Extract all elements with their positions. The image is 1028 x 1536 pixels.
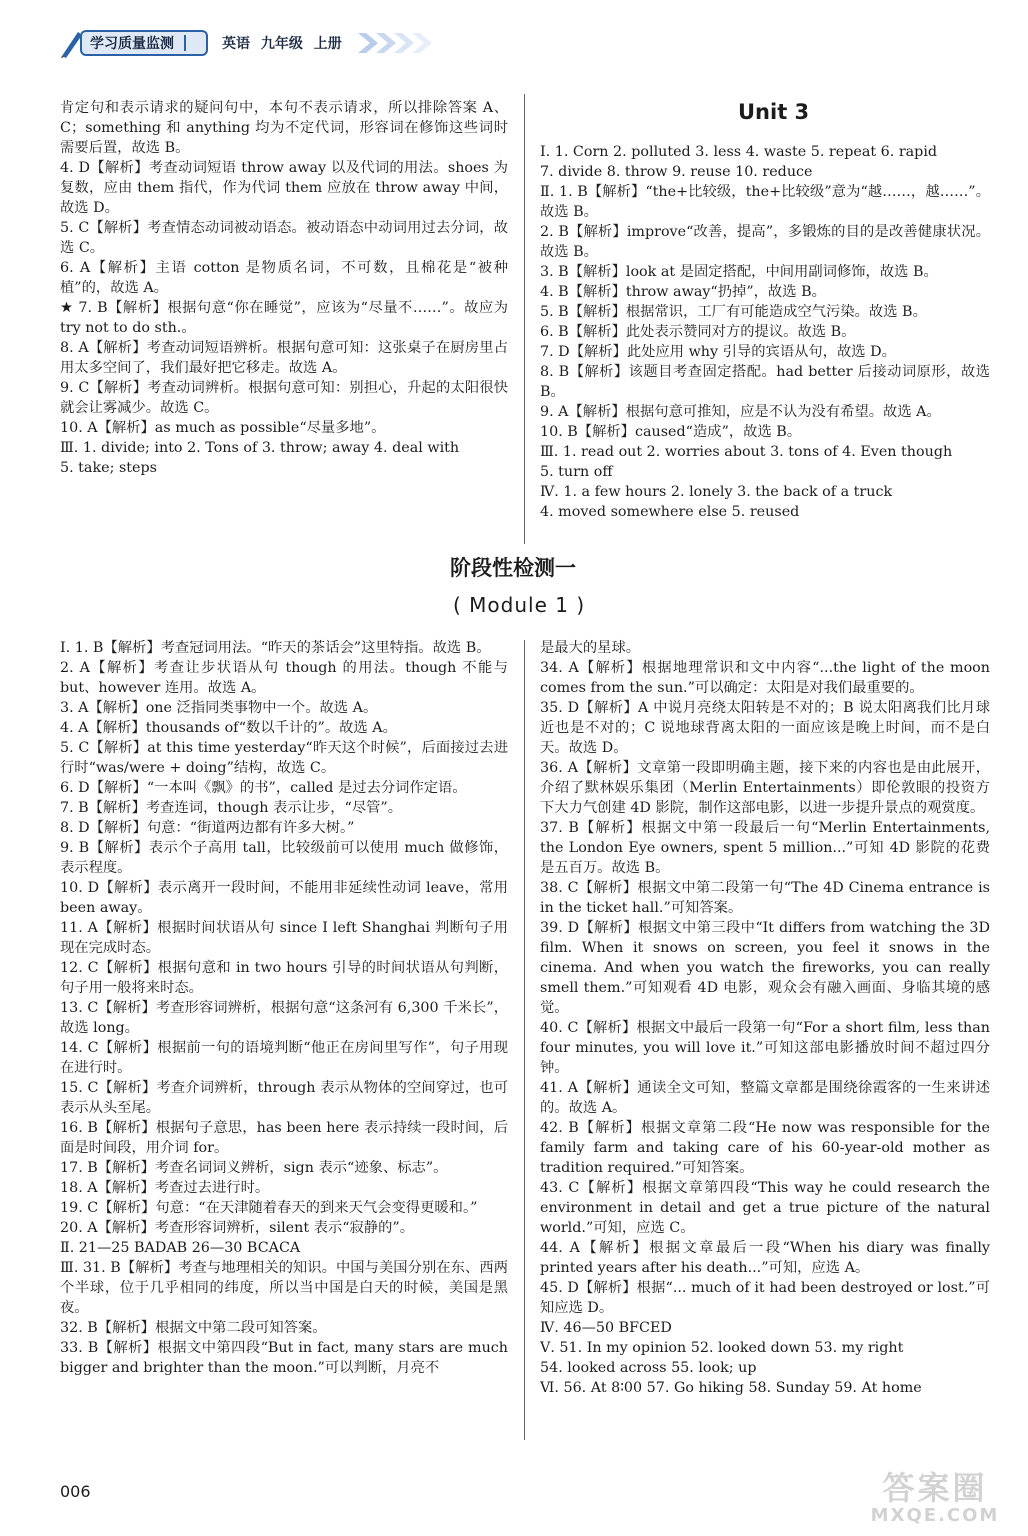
answer-item: 10. A【解析】as much as possible“尽量多地”。	[60, 420, 386, 436]
answer-item: 是最大的星球。	[540, 640, 641, 656]
answer-item: Ⅵ. 56. At 8∶00 57. Go hiking 58. Sunday 59. At home	[540, 1380, 922, 1396]
answer-item: 11. A【解析】根据时间状语从句 since I left Shanghai 判断句子用现在完成时态。	[60, 920, 508, 956]
answer-item: 44. A【解析】根据文章最后一段“When his diary was finally printed years after his death...”可知，应选 A。	[540, 1240, 990, 1276]
answer-item: 4. B【解析】throw away“扔掉”，故选 B。	[540, 284, 826, 300]
answer-item: 39. D【解析】根据文中第三段中“It differs from watching the 3D film. When it snows on screen, you feel it snows in the cinema. And when you watch the fireworks, you can really smell them.”可知观看 4D 电影，观众会有融入画面、身临其境的感觉。	[540, 920, 990, 1016]
answer-item: 4. moved somewhere else 5. reused	[540, 504, 800, 520]
bottom-right-column	[540, 638, 990, 1398]
answer-item: 6. B【解析】此处表示赞同对方的提议。故选 B。	[540, 324, 856, 340]
answer-item: 18. A【解析】考查过去进行时。	[60, 1180, 270, 1196]
answer-item: 5. take; steps	[60, 460, 157, 476]
answer-item: Ⅲ. 1. divide; into 2. Tons of 3. throw; away 4. deal with	[60, 440, 460, 456]
answer-item: 54. looked across 55. look; up	[540, 1360, 757, 1376]
answer-item: 38. C【解析】根据文中第二段第一句“The 4D Cinema entrance is in the ticket hall.”可知答案。	[540, 880, 990, 916]
answer-item: 34. A【解析】根据地理常识和文中内容“...the light of the moon comes from the sun.”可以确定：太阳是对我们最重要的。	[540, 660, 990, 696]
answer-item: Ⅴ. 51. In my opinion 52. looked down 53. my right	[540, 1340, 904, 1356]
answer-item: 8. D【解析】句意：“街道两边都有许多大树。”	[60, 820, 355, 836]
answer-item: 10. D【解析】表示离开一段时间，不能用非延续性动词 leave，常用 been away。	[60, 880, 508, 916]
answer-item: 4. D【解析】考查动词短语 throw away 以及代词的用法。shoes 为复数，应由 them 指代，作为代词 them 应放在 throw away 中间，故选 D。	[60, 160, 508, 216]
answer-item: 19. C【解析】句意：“在天津随着春天的到来天气会变得更暖和。”	[60, 1200, 478, 1216]
answer-item: 42. B【解析】根据文章第二段“He now was responsible for the family farm and taking care of his 60-year-old mother as tradition required.”可知答案。	[540, 1120, 990, 1176]
book-header	[58, 26, 438, 60]
answer-item: 17. B【解析】考查名词词义辨析，sign 表示“迹象、标志”。	[60, 1160, 448, 1176]
answer-item: 35. D【解析】A 中说月亮绕太阳转是不对的；B 说太阳离我们比月球近也是不对的；C 说地球背离太阳的一面应该是晚上时间，而不是白天。故选 D。	[540, 700, 990, 756]
answer-item: 3. B【解析】look at 是固定搭配，中间用副词修饰，故选 B。	[540, 264, 938, 280]
answer-item: Ⅳ. 46—50 BFCED	[540, 1320, 672, 1336]
unit-title: Unit 3	[738, 100, 810, 124]
answer-item: 9. C【解析】考查动词辨析。根据句意可知：别担心，升起的太阳很快就会让雾减少。故选 C。	[60, 380, 508, 416]
column-divider-bottom	[524, 640, 525, 1440]
answer-item: 2. A【解析】考查让步状语从句 though 的用法。though 不能与 but、however 连用。故选 A。	[60, 660, 508, 696]
bottom-left-column	[60, 638, 508, 1378]
page-number: 006	[60, 1482, 91, 1501]
watermark-logo	[850, 1470, 1020, 1530]
answer-item: Ⅱ. 21—25 BADAB 26—30 BCACA	[60, 1240, 301, 1256]
answer-item: 7. divide 8. throw 9. reuse 10. reduce	[540, 164, 813, 180]
answer-item: 5. C【解析】考查情态动词被动语态。被动语态中动词用过去分词，故选 C。	[60, 220, 508, 256]
answer-item: 6. D【解析】“一本叫《飘》的书”，called 是过去分词作定语。	[60, 780, 467, 796]
answer-item: 7. D【解析】此处应用 why 引导的宾语从句，故选 D。	[540, 344, 896, 360]
section-title: 阶段性检测一	[450, 556, 576, 580]
answer-item: 37. B【解析】根据文中第一段最后一句“Merlin Entertainments, the London Eye owners, spent 5 million...”可知 4D 影院的花费是五百万。故选 B。	[540, 820, 990, 876]
answer-item: 9. B【解析】表示个子高用 tall，比较级前可以使用 much 做修饰，表示程度。	[60, 840, 508, 876]
answer-item: 10. B【解析】caused“造成”，故选 B。	[540, 424, 802, 440]
answer-item: 9. A【解析】根据句意可推知，应是不认为没有希望。故选 A。	[540, 404, 941, 420]
answer-item: 5. B【解析】根据常识，工厂有可能造成空气污染。故选 B。	[540, 304, 927, 320]
answer-item: Ⅰ. 1. Corn 2. polluted 3. less 4. waste 5. repeat 6. rapid	[540, 144, 938, 160]
answer-item: 14. C【解析】根据前一句的语境判断“他正在房间里写作”，句子用现在进行时。	[60, 1040, 508, 1076]
answer-item: Ⅲ. 31. B【解析】考查与地理相关的知识。中国与美国分别在东、西两个半球，位于几乎相同的纬度，所以当中国是白天的时候，美国是黑夜。	[60, 1260, 508, 1316]
answer-item: 8. A【解析】考查动词短语辨析。根据句意可知：这张桌子在厨房里占用太多空间了，我们最好把它移走。故选 A。	[60, 340, 508, 376]
answer-item: ★ 7. B【解析】根据句意“你在睡觉”，应该为“尽量不……”。故应为 try not to do sth.。	[60, 300, 508, 336]
column-divider-top	[524, 94, 525, 544]
answer-item: 6. A【解析】主语 cotton 是物质名词，不可数，且棉花是“被种植”的，故选 A。	[60, 260, 508, 296]
answer-item: 13. C【解析】考查形容词辨析，根据句意“这条河有 6,300 千米长”，故选 long。	[60, 1000, 508, 1036]
answer-item: 7. B【解析】考查连词，though 表示让步，“尽管”。	[60, 800, 403, 816]
answer-item: 2. B【解析】improve“改善，提高”，多锻炼的目的是改善健康状况。故选 B。	[540, 224, 990, 260]
answer-item: 5. C【解析】at this time yesterday“昨天这个时候”，后面接过去进行时“was/were + doing”结构，故选 C。	[60, 740, 508, 776]
unit3-column	[540, 142, 990, 522]
answer-item: Ⅰ. 1. B【解析】考查冠词用法。“昨天的茶话会”这里特指。故选 B。	[60, 640, 491, 656]
answer-item: Ⅱ. 1. B【解析】“the+比较级，the+比较级”意为“越……，越……”。故选 B。	[540, 184, 990, 220]
chevrons-icon	[356, 31, 438, 55]
answer-item: 40. C【解析】根据文中最后一段第一句“For a short film, less than four minutes, you will love it.”可知这部电影播放时间不超过四分钟。	[540, 1020, 990, 1076]
answer-item: 4. A【解析】thousands of“数以千计的”。故选 A。	[60, 720, 397, 736]
subject-info: 英语 九年级 上册	[222, 36, 342, 52]
answer-item: 33. B【解析】根据文中第四段“But in fact, many stars are much bigger and brighter than the moon.”可以判断，月亮不	[60, 1340, 508, 1376]
answer-item: Ⅲ. 1. read out 2. worries about 3. tons of 4. Even though	[540, 444, 953, 460]
watermark-title: 答案圈	[882, 1469, 988, 1507]
answer-item: 15. C【解析】考查介词辨析，through 表示从物体的空间穿过，也可表示从头至尾。	[60, 1080, 508, 1116]
section-subtitle: ( Module 1 )	[453, 593, 586, 617]
answer-item: 3. A【解析】one 泛指同类事物中一个。故选 A。	[60, 700, 378, 716]
answer-item: 45. D【解析】根据“... much of it had been destroyed or lost.”可知应选 D。	[540, 1280, 990, 1316]
answer-item: 41. A【解析】通读全文可知，整篇文章都是围绕徐霞客的一生来讲述的。故选 A。	[540, 1080, 990, 1116]
answer-item: 8. B【解析】该题目考查固定搭配。had better 后接动词原形，故选 B。	[540, 364, 990, 400]
book-title: 学习质量监测	[90, 36, 174, 52]
header-divider	[184, 35, 186, 51]
answer-item: 20. A【解析】考查形容词辨析，silent 表示“寂静的”。	[60, 1220, 415, 1236]
answer-item: 12. C【解析】根据句意和 in two hours 引导的时间状语从句判断，句子用一般将来时态。	[60, 960, 508, 996]
top-left-column	[60, 98, 508, 478]
answer-item: 16. B【解析】根据句子意思，has been here 表示持续一段时间，后面是时间段，用介词 for。	[60, 1120, 508, 1156]
answer-item: 36. A【解析】文章第一段即明确主题，接下来的内容也是由此展开，介绍了默林娱乐集团（Merlin Entertainments）即伦敦眼的投资方下大力气创建 4D 影院，制作这部电影，以进一步提升景点的观赏度。	[540, 760, 990, 816]
answer-item: Ⅳ. 1. a few hours 2. lonely 3. the back of a truck	[540, 484, 893, 500]
book-title-box	[80, 30, 208, 56]
watermark-url: MXQE.COM	[870, 1505, 1000, 1526]
answer-item: 肯定句和表示请求的疑问句中，本句不表示请求，所以排除答案 A、C；something 和 anything 均为不定代词，形容词在修饰这些词时需要后置，故选 B。	[60, 100, 508, 156]
answer-item: 5. turn off	[540, 464, 613, 480]
answer-item: 43. C【解析】根据文章第四段“This way he could research the environment in detail and get a true picture of the natural world.”可知，应选 C。	[540, 1180, 990, 1236]
answer-item: 32. B【解析】根据文中第二段可知答案。	[60, 1320, 327, 1336]
